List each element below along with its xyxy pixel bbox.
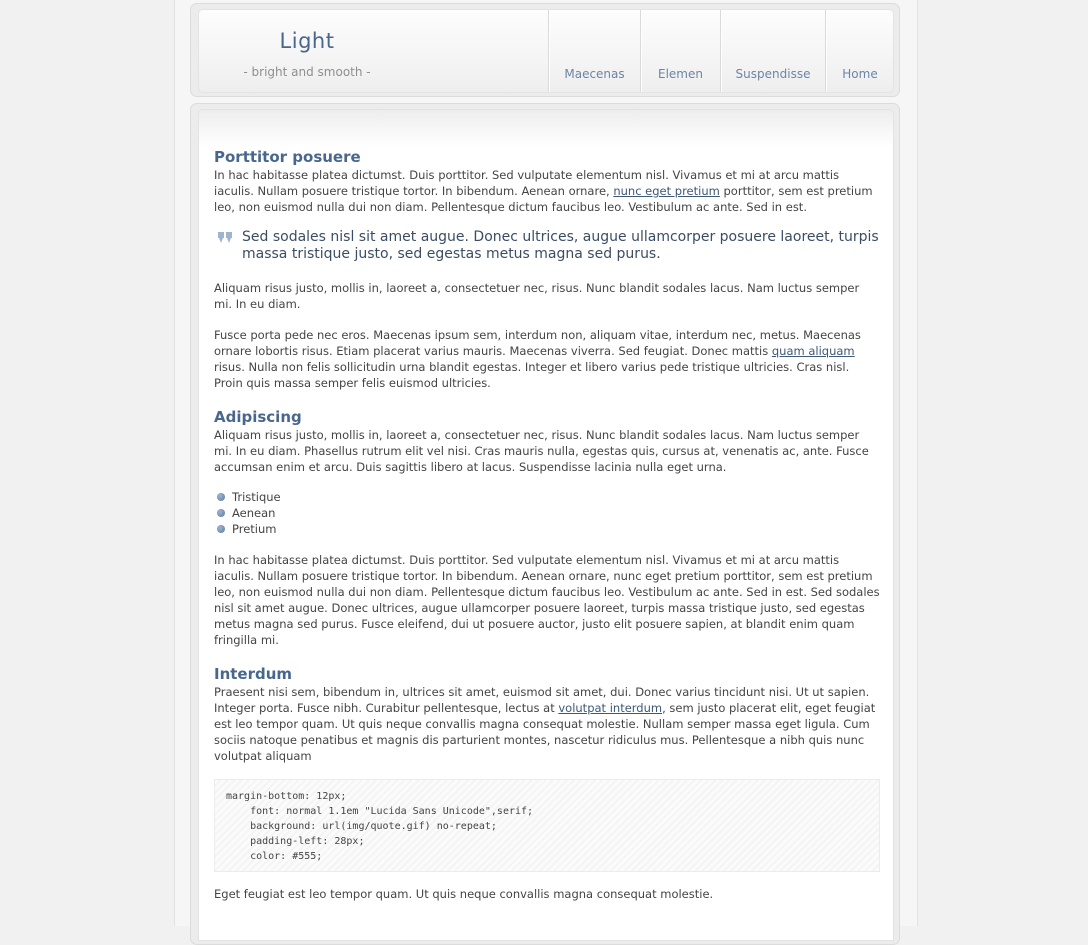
list-item — [214, 521, 880, 537]
paragraph — [214, 684, 880, 764]
blockquote — [214, 229, 880, 263]
section-heading-porttitor: Porttitor posuere — [214, 148, 361, 166]
link-quam-aliquam[interactable]: quam aliquam — [771, 344, 855, 358]
paragraph-text: Praesent nisi sem, bibendum in, ultrices sit amet, euismod sit amet, dui. Donec varius tincidunt nisi. Ut ut sapien. Integer porta. Fusce nibh. Curabitur pellentesque, lectus at — [214, 685, 870, 715]
section-heading-interdum: Interdum — [214, 665, 293, 683]
paragraph-text: risus. Nulla non felis sollicitudin urna blandit egestas. Integer et libero varius pede tristique ultricies. Cras nisl. Proin quis massa semper felis euismod ultricies. — [214, 360, 850, 390]
paragraph: In hac habitasse platea dictumst. Duis porttitor. Sed vulputate elementum nisl. Vivamus et mi at arcu mattis iaculis. Nullam posuere tristique tortor. In bibendum. Aenean ornare, nunc eget pretium porttitor, sem est pretium leo, non euismod nulla dui non diam. Pellentesque dictum faucibus leo. Vestibulum ac ante. Sed in est. Sed sodales nisl sit amet augue. Donec ultrices, augue ullamcorper posuere laoreet, turpis massa tristique justo, sed egestas metus magna sed purus. Fusce eleifend, dui ut posuere auctor, justo elit posuere sapien, at blandit enim quam fringilla mi. — [214, 553, 880, 647]
article-body — [214, 148, 880, 902]
content-inner — [198, 109, 894, 941]
paragraph: Eget feugiat est leo tempor quam. Ut quis neque convallis magna consequat molestie. — [214, 887, 714, 901]
code-line: color: #555; — [226, 851, 323, 862]
content-area — [190, 103, 900, 945]
nav-item-maecenas[interactable]: Maecenas — [548, 10, 640, 92]
header-inner — [198, 9, 894, 93]
header — [190, 3, 900, 97]
page-container — [174, 0, 918, 926]
list-item — [214, 505, 880, 521]
list-item-label: Pretium — [232, 522, 277, 536]
quote-text: Sed sodales nisl sit amet augue. Donec ultrices, augue ullamcorper posuere laoreet, turpis massa tristique justo, sed egestas metus magna sed purus. — [242, 229, 879, 262]
code-line: padding-left: 28px; — [226, 836, 365, 847]
code-block — [214, 779, 880, 872]
link-nunc-eget-pretium[interactable]: nunc eget pretium — [613, 184, 720, 198]
paragraph: Aliquam risus justo, mollis in, laoreet a, consectetuer nec, risus. Nunc blandit sodales lacus. Nam luctus semper mi. In eu diam. — [214, 281, 860, 311]
bullet-icon — [217, 509, 225, 517]
site-slogan: - bright and smooth - — [243, 65, 371, 79]
list-item-label: Tristique — [232, 490, 281, 504]
code-line: font: normal 1.1em "Lucida Sans Unicode",serif; — [226, 806, 534, 817]
paragraph — [214, 167, 880, 215]
link-volutpat-interdum[interactable]: volutpat interdum — [558, 701, 663, 715]
logo[interactable] — [199, 10, 415, 92]
paragraph-text: In hac habitasse platea dictumst. Duis porttitor. Sed vulputate elementum nisl. Vivamus et mi at arcu mattis iaculis. Nullam posuere tristique tortor. In bibendum. Aenean ornare, — [214, 168, 840, 198]
paragraph-text: Fusce porta pede nec eros. Maecenas ipsum sem, interdum non, aliquam vitae, interdum nec, metus. Maecenas ornare lobortis risus. Etiam placerat varius mauris. Maecenas viverra. Sed feugiat. Donec mattis — [214, 328, 861, 358]
list-item-label: Aenean — [232, 506, 276, 520]
site-title[interactable]: Light — [279, 29, 335, 53]
paragraph-text: porttitor, sem est pretium leo, non euismod nulla dui non diam. Pellentesque dictum faucibus leo. Vestibulum ac ante. Sed in est. — [214, 184, 873, 214]
code-line: background: url(img/quote.gif) no-repeat; — [226, 821, 497, 832]
nav-item-suspendisse[interactable]: Suspendisse — [720, 10, 825, 92]
bullet-icon — [217, 525, 225, 533]
quote-icon — [218, 232, 232, 244]
list-item — [214, 489, 880, 505]
nav-item-elemen[interactable]: Elemen — [640, 10, 720, 92]
section-heading-adipiscing: Adipiscing — [214, 408, 302, 426]
main-nav — [548, 10, 894, 92]
code-line: margin-bottom: 12px; — [226, 791, 347, 802]
nav-item-home[interactable]: Home — [825, 10, 894, 92]
bullet-list — [214, 489, 880, 537]
paragraph — [214, 327, 880, 391]
bullet-icon — [217, 493, 225, 501]
paragraph: Aliquam risus justo, mollis in, laoreet a, consectetuer nec, risus. Nunc blandit sodales lacus. Nam luctus semper mi. In eu diam. Phasellus rutrum elit vel nisi. Cras mauris nulla, egestas quis, cursus at, venenatis ac, ante. Fusce accumsan enim et arcu. Duis sagittis libero at lacus. Suspendisse lacinia nulla eget urna. — [214, 428, 869, 474]
paragraph-text: , sem justo placerat elit, eget feugiat est leo tempor quam. Ut quis neque convallis magna consequat molestie. Nullam semper massa eget ligula. Cum sociis natoque penatibus et magnis dis parturient montes, nascetur ridiculus mus. Pellentesque a nibh quis nunc volutpat aliquam — [214, 701, 876, 763]
